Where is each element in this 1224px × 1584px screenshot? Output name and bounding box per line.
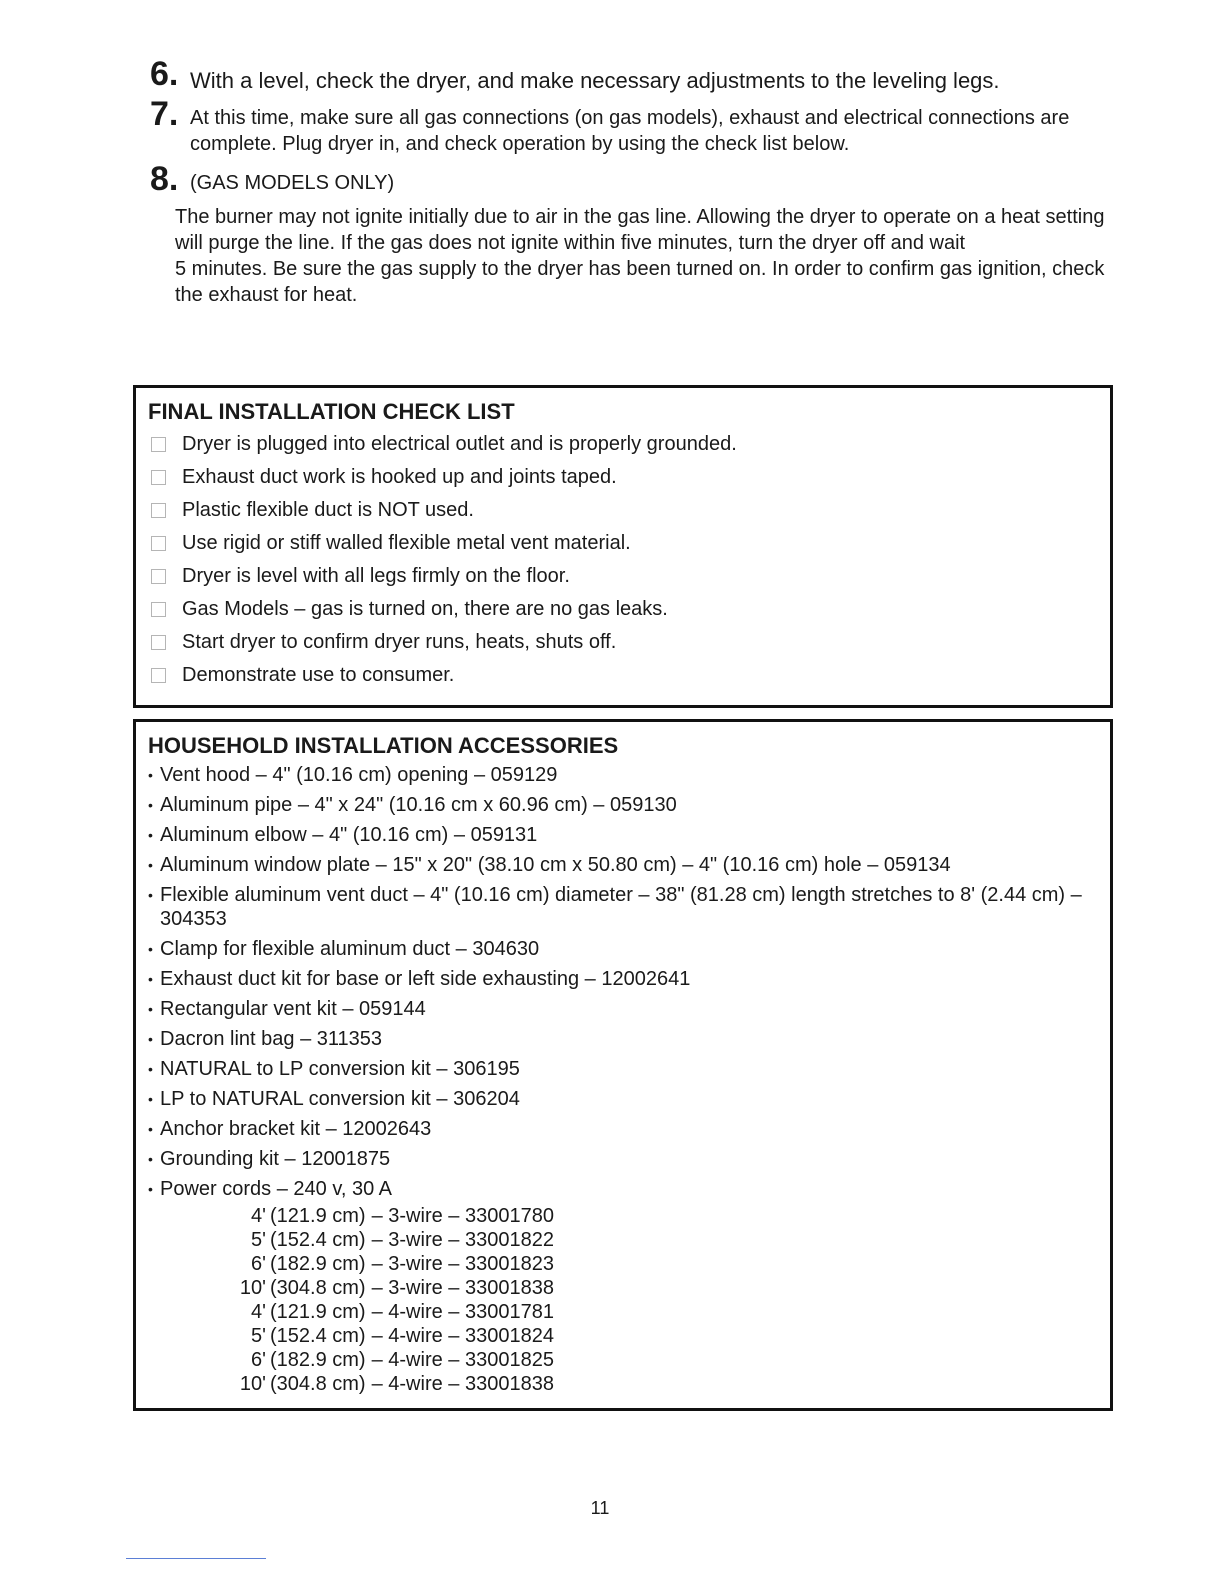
bullet: • [148,767,153,783]
accessories-title: HOUSEHOLD INSTALLATION ACCESSORIES [148,733,619,758]
bullet: • [148,1091,153,1107]
cord-length: 4' [251,1301,266,1323]
accessories-list [148,760,1110,1204]
cord-metric: (121.9 cm) [270,1205,366,1227]
step-7 [150,95,1110,157]
checklist-item-label: Gas Models – gas is turned on, there are no gas leaks. [182,598,668,620]
cord-metric: (121.9 cm) [270,1301,366,1323]
power-cord-row [200,1324,1110,1348]
bullet: • [148,1061,153,1077]
cord-length: 6' [251,1349,266,1371]
checklist-item [148,461,1110,494]
checklist-items [148,428,1110,692]
accessory-text: Aluminum elbow – 4" (10.16 cm) – 059131 [160,824,538,846]
accessory-text: NATURAL to LP conversion kit – 306195 [160,1058,520,1080]
accessory-item [148,934,1110,964]
page-number: 11 [590,1498,610,1518]
bullet: • [148,887,153,903]
cord-length: 4' [251,1205,266,1227]
gas-ignition-paragraph [175,204,1105,308]
accessory-text: Dacron lint bag – 311353 [160,1028,383,1050]
power-cord-list [200,1204,1110,1396]
final-installation-checklist [133,385,1113,708]
checklist-item [148,659,1110,692]
step-8 [150,160,1110,198]
power-cord-row [200,1300,1110,1324]
checkbox[interactable] [151,602,166,617]
accessory-text: Grounding kit – 12001875 [160,1148,391,1170]
cord-length: 5' [251,1325,266,1347]
checkbox[interactable] [151,470,166,485]
cord-length: 10' [239,1277,266,1299]
checklist-item [148,494,1110,527]
cord-length: 6' [251,1253,266,1275]
accessory-item [148,1084,1110,1114]
paragraph-line: 5 minutes. Be sure the gas supply to the dryer has been turned on. In order to confirm gas ignition, check the exhaust for heat. [175,258,1105,306]
accessory-text: LP to NATURAL conversion kit – 306204 [160,1088,520,1110]
accessory-text: Flexible aluminum vent duct – 4" (10.16 cm) diameter – 38" (81.28 cm) length stretches to 8' (2.44 cm) – 304353 [160,884,1082,930]
accessory-item [148,790,1110,820]
accessory-text: Aluminum pipe – 4" x 24" (10.16 cm x 60.96 cm) – 059130 [160,794,677,816]
bullet: • [148,797,153,813]
checklist-item-label: Dryer is level with all legs firmly on the floor. [182,565,570,587]
accessory-item [148,760,1110,790]
bullet: • [148,1031,153,1047]
checklist-item [148,593,1110,626]
bullet: • [148,1181,153,1197]
accessory-text: Rectangular vent kit – 059144 [160,998,426,1020]
checklist-item [148,428,1110,461]
checkbox[interactable] [151,503,166,518]
household-installation-accessories [133,719,1113,1411]
checkbox[interactable] [151,569,166,584]
power-cord-row [200,1348,1110,1372]
checklist-item-label: Plastic flexible duct is NOT used. [182,499,474,521]
cord-part: – 4-wire – 33001824 [371,1325,554,1347]
cord-length: 10' [239,1373,266,1395]
accessory-text: Anchor bracket kit – 12002643 [160,1118,432,1140]
bullet: • [148,857,153,873]
step-number: 7. [150,95,179,133]
power-cord-row [200,1276,1110,1300]
checklist-item-label: Demonstrate use to consumer. [182,664,455,686]
checkbox[interactable] [151,635,166,650]
checkbox[interactable] [151,437,166,452]
bullet: • [148,941,153,957]
cord-metric: (304.8 cm) [270,1373,366,1395]
checklist-item-label: Dryer is plugged into electrical outlet and is properly grounded. [182,433,737,455]
checklist-item [148,527,1110,560]
checklist-item [148,560,1110,593]
accessory-item [148,994,1110,1024]
power-cord-row [200,1372,1110,1396]
checklist-item [148,626,1110,659]
checklist-item-label: Exhaust duct work is hooked up and joints taped. [182,466,617,488]
bullet: • [148,1151,153,1167]
footer-divider [126,1558,266,1559]
accessory-text: Aluminum window plate – 15" x 20" (38.10 cm x 50.80 cm) – 4" (10.16 cm) hole – 059134 [160,854,951,876]
accessory-item [148,820,1110,850]
cord-part: – 3-wire – 33001822 [371,1229,554,1251]
checkbox[interactable] [151,536,166,551]
cord-length: 5' [251,1229,266,1251]
accessory-text: Power cords – 240 v, 30 A [160,1178,392,1200]
accessory-item [148,1144,1110,1174]
power-cord-row [200,1252,1110,1276]
cord-part: – 3-wire – 33001823 [371,1253,554,1275]
accessory-item [148,880,1110,934]
bullet: • [148,1121,153,1137]
cord-metric: (152.4 cm) [270,1229,366,1251]
step-text: With a level, check the dryer, and make necessary adjustments to the leveling legs. [190,68,1000,93]
cord-metric: (182.9 cm) [270,1253,366,1275]
bullet: • [148,827,153,843]
checklist-title: FINAL INSTALLATION CHECK LIST [148,399,515,424]
accessory-item [148,1054,1110,1084]
cord-metric: (152.4 cm) [270,1325,366,1347]
accessory-item [148,1114,1110,1144]
cord-metric: (182.9 cm) [270,1349,366,1371]
bullet: • [148,971,153,987]
step-text: At this time, make sure all gas connections (on gas models), exhaust and electrical connections are complete. Plug dryer in, and check operation by using the check list below. [190,107,1070,155]
accessory-text: Exhaust duct kit for base or left side exhausting – 12002641 [160,968,691,990]
accessory-item [148,1174,1110,1204]
accessory-item [148,1024,1110,1054]
accessory-text: Clamp for flexible aluminum duct – 304630 [160,938,540,960]
step-6 [150,55,1110,94]
paragraph-line: The burner may not ignite initially due to air in the gas line. Allowing the dryer to operate on a heat setting will purge the line. If the gas does not ignite within five minutes, turn the dryer off and wait [175,206,1105,254]
cord-part: – 3-wire – 33001780 [371,1205,554,1227]
checklist-item-label: Start dryer to confirm dryer runs, heats, shuts off. [182,631,617,653]
cord-part: – 3-wire – 33001838 [371,1277,554,1299]
checkbox[interactable] [151,668,166,683]
installation-steps [150,55,1110,308]
step-number: 8. [150,160,179,198]
power-cord-row [200,1204,1110,1228]
cord-part: – 4-wire – 33001825 [371,1349,554,1371]
bullet: • [148,1001,153,1017]
power-cord-row [200,1228,1110,1252]
accessory-text: Vent hood – 4" (10.16 cm) opening – 059129 [160,764,558,786]
step-text: (GAS MODELS ONLY) [190,172,395,194]
cord-part: – 4-wire – 33001838 [371,1373,554,1395]
accessory-item [148,964,1110,994]
accessory-item [148,850,1110,880]
step-number: 6. [150,55,179,93]
checklist-item-label: Use rigid or stiff walled flexible metal vent material. [182,532,631,554]
cord-metric: (304.8 cm) [270,1277,366,1299]
cord-part: – 4-wire – 33001781 [371,1301,554,1323]
